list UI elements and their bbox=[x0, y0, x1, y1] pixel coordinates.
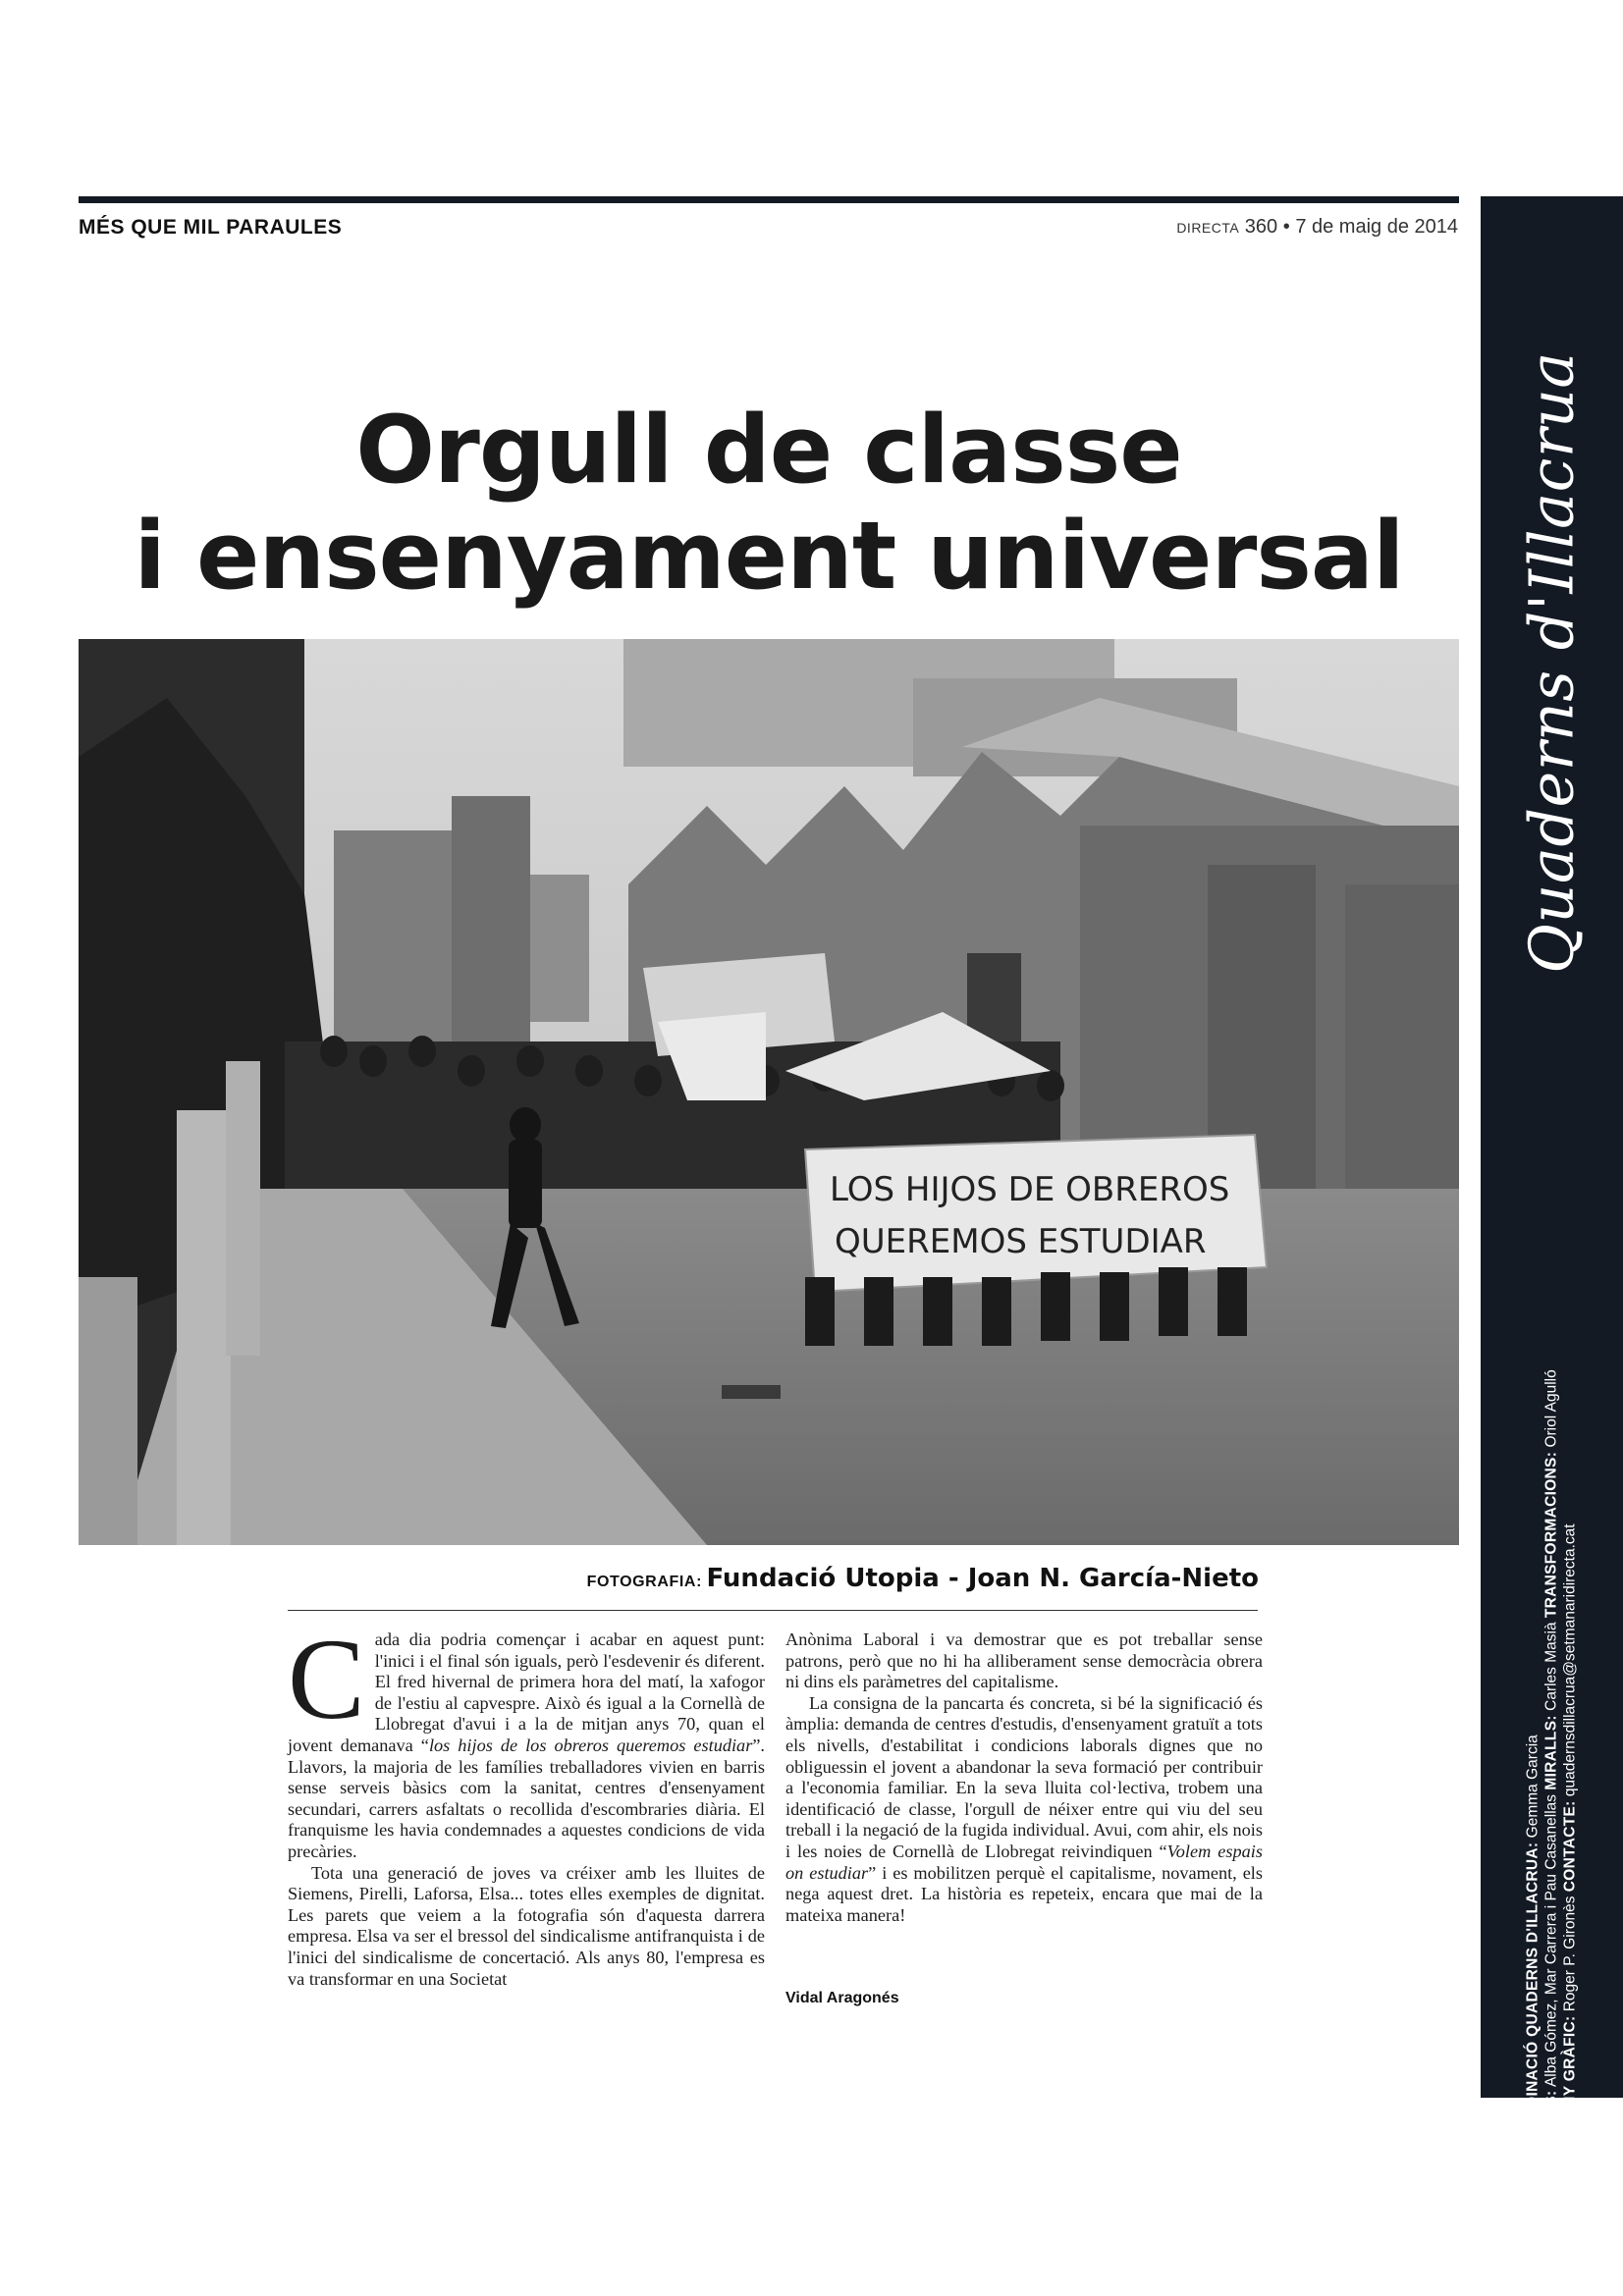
banner-text-line-1: LOS HIJOS DE OBREROS bbox=[830, 1170, 1230, 1209]
headline-line-1: Orgull de classe bbox=[355, 397, 1182, 505]
publication-name: DIRECTA bbox=[1176, 220, 1240, 236]
article-paragraph-3: La consigna de la pancarta és concreta, si bé la significació és àmplia: demanda de centres d'estudis, d'ensenyament gratuït a tots els nivells, d'estabilitat i condicions laborals dignes que no obliguessin el jovent a abandonar la seva formació per contribuir a l'economia familiar. En la seva lluita col·lectiva, trobem una identificació de classe, l'orgull de néixer entre qui viu del seu treball i la negació de la fugida individual. Avui, com ahir, els nois i les noies de Cornellà de Llobregat reivindiquen “Volem espais on estudiar” i es mobilitzen perquè el capitalisme, novament, els nega aquest dret. La història es repeteix, encara que mai de la mateixa manera! bbox=[785, 1692, 1264, 1925]
masthead: Quaderns d'Illacrua bbox=[1515, 351, 1588, 974]
protest-photo bbox=[79, 639, 1459, 1545]
author-signature: Vidal Aragonés bbox=[785, 1990, 899, 2006]
headline-line-2: i ensenyament universal bbox=[134, 503, 1404, 611]
issue-info bbox=[1176, 216, 1458, 239]
article-column-2 bbox=[785, 1629, 1263, 1926]
staff-credits bbox=[1524, 1369, 1580, 2154]
issue-number: 360 bbox=[1244, 216, 1278, 238]
contact-email[interactable]: quadernsdillacrua@setmanaridirecta.cat bbox=[1561, 1523, 1579, 1797]
photo-credit bbox=[587, 1564, 1259, 1593]
article-paragraph-2-continued: Anònima Laboral i va demostrar que es pot treballar sense patrons, però que no hi ha alliberament sense democràcia obrera ni dins els paràmetres del capitalisme. bbox=[785, 1629, 1263, 1692]
photo-credit-author: Fundació Utopia - Joan N. García-Nieto bbox=[706, 1564, 1259, 1593]
credits-line-1: COORDINACIÓ QUADERNS D'ILLACRUA: Gemma Garcia bbox=[1524, 1735, 1542, 2155]
headline bbox=[79, 398, 1459, 610]
article-column-1 bbox=[288, 1615, 765, 1990]
section-title: MÉS QUE MIL PARAULES bbox=[79, 216, 343, 239]
header-rule bbox=[79, 196, 1459, 203]
issue-date: 7 de maig de 2014 bbox=[1295, 216, 1458, 238]
issue-separator: • bbox=[1282, 216, 1290, 238]
credits-line-2: A FONS: Alba Gómez, Mar Carrera i Pau Casanellas MIRALLS: Carles Masià TRANSFORMACIONS: Oriol Agulló bbox=[1542, 1369, 1560, 2155]
drop-cap: C bbox=[288, 1615, 365, 1743]
credits-line-3: DISSENY GRÀFIC: Roger P. Gironès CONTACTE: quadernsdillacrua@setmanaridirecta.cat bbox=[1561, 1523, 1579, 2155]
caption-rule bbox=[288, 1610, 1258, 1611]
banner-text-line-2: QUEREMOS ESTUDIAR bbox=[835, 1222, 1207, 1261]
photo-credit-label: FOTOGRAFIA: bbox=[586, 1574, 702, 1590]
article-paragraph-2: Tota una generació de joves va créixer amb les lluites de Siemens, Pirelli, Laforsa, Elsa... totes elles exemples de dignitat. Les parets que veiem a la fotografia són d'aquesta darrera empresa. Elsa va ser el bressol del sindicalisme antifranquista i de l'inici del sindicalisme de concertació. Als anys 80, l'empresa es va transformar en una Societat bbox=[288, 1862, 765, 1989]
article-paragraph-1: Cada dia podria començar i acabar en aquest punt: l'inici i el final són iguals, però l'esdevenir és diferent. El fred hivernal de primera hora del matí, la xafogor de l'estiu al capvespre. Això és igual a la Cornellà de Llobregat d'avui i a la de mitjan anys 70, quan el jovent demanava “los hijos de los obreros queremos estudiar”. Llavors, la majoria de les famílies treballadores vivien en barris sense serveis bàsics com la sanitat, centres d'ensenyament secundari, carrers asfaltats o recollida d'escombraries diària. El franquisme les havia condemnades a aquestes condicions de vida precàries. bbox=[288, 1615, 765, 1861]
